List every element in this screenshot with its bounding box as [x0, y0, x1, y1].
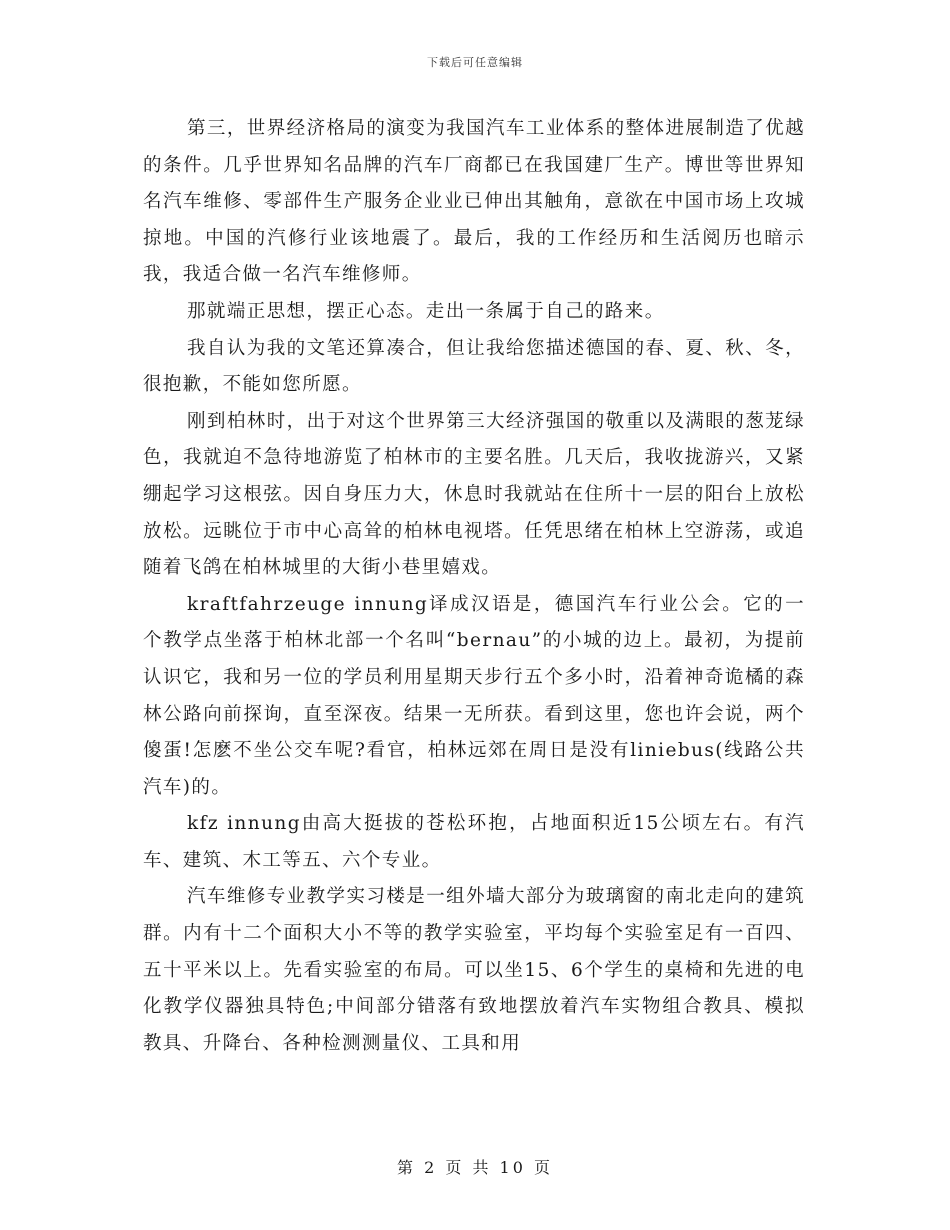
paragraph-6: kfz innung由高大挺拔的苍松环抱，占地面积近15公顷左右。有汽车、建筑、木工等五、六个专业。	[143, 813, 805, 871]
paragraph-7: 汽车维修专业教学实习楼是一组外墙大部分为玻璃窗的南北走向的建筑群。内有十二个面积大小不等的教学实验室，平均每个实验室足有一百四、五十平米以上。先看实验室的布局。可以坐15、6个学生的桌椅和先进的电化教学仪器独具特色;中间部分错落有致地摆放着汽车实物组合教具、模拟教具、升降台、各种检测测量仪、工具和用	[143, 886, 805, 1054]
paragraph-4: 刚到柏林时，出于对这个世界第三大经济强国的敬重以及满眼的葱茏绿色，我就迫不急待地游览了柏林市的主要名胜。几天后，我收拢游兴，又紧绷起学习这根弦。因自身压力大，休息时我就站在住所十一层的阳台上放松放松。远眺位于市中心高耸的柏林电视塔。任凭思绪在柏林上空游荡，或追随着飞鸽在柏林城里的大街小巷里嬉戏。	[143, 410, 805, 579]
page-header: 下载后可任意编辑	[427, 56, 523, 69]
paragraph-5: kraftfahrzeuge innung译成汉语是，德国汽车行业公会。它的一个教学点坐落于柏林北部一个名叫“bernau”的小城的边上。最初，为提前认识它，我和另一位的学员利用星期天步行五个多小时，沿着神奇诡橘的森林公路向前探询，直至深夜。结果一无所获。看到这里，您也许会说，两个傻蛋!怎麽不坐公交车呢?看官，柏林远郊在周日是没有liniebus(线路公共汽车)的。	[143, 593, 805, 798]
paragraph-3: 我自认为我的文笔还算凑合，但让我给您描述德国的春、夏、秋、冬，很抱歉，不能如您所愿。	[143, 337, 805, 396]
paragraph-1: 第三，世界经济格局的演变为我国汽车工业体系的整体进展制造了优越的条件。几乎世界知名品牌的汽车厂商都已在我国建厂生产。博世等世界知名汽车维修、零部件生产服务企业业已伸出其触角，意欲在中国市场上攻城掠地。中国的汽修行业该地震了。最后，我的工作经历和生活阅历也暗示我，我适合做一名汽车维修师。	[143, 118, 805, 286]
paragraph-2: 那就端正思想，摆正心态。走出一条属于自己的路来。	[187, 300, 665, 322]
document-body	[143, 111, 805, 1062]
page-number: 第 2 页 共 10 页	[397, 1158, 553, 1177]
